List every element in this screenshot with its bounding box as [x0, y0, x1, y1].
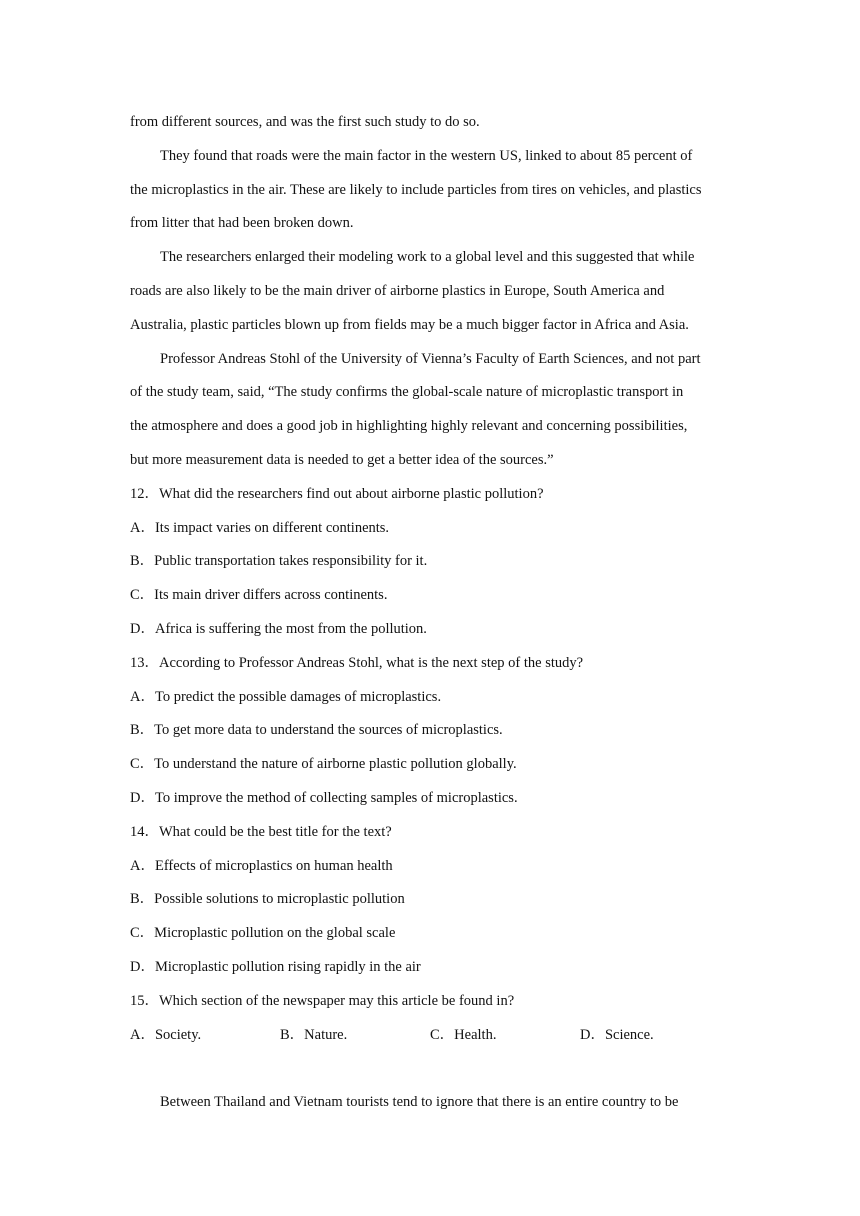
passage-line: Professor Andreas Stohl of the University of Vienna’s Faculty of Earth Sciences, and not part — [160, 350, 701, 367]
answer-option: D．To improve the method of collecting samples of microplastics. — [130, 789, 518, 806]
passage-line: from litter that had been broken down. — [130, 215, 354, 232]
next-passage-line: Between Thailand and Vietnam tourists tend to ignore that there is an entire country to be — [160, 1094, 679, 1111]
answer-option: D．Science. — [580, 1026, 654, 1043]
question-13 — [130, 647, 730, 816]
question-12 — [130, 478, 730, 647]
question-stem: 13．According to Professor Andreas Stohl, what is the next step of the study? — [130, 654, 584, 671]
passage-line: Australia, plastic particles blown up from fields may be a much bigger factor in Africa and Asia. — [130, 316, 689, 333]
passage — [130, 106, 730, 478]
passage-line: The researchers enlarged their modeling work to a global level and this suggested that while — [160, 249, 695, 266]
answer-option: B．To get more data to understand the sources of microplastics. — [130, 722, 503, 739]
passage-line: but more measurement data is needed to get a better idea of the sources.” — [130, 451, 554, 468]
answer-option: C．Microplastic pollution on the global scale — [130, 925, 396, 942]
answer-option: D．Microplastic pollution rising rapidly in the air — [130, 958, 421, 975]
passage-line: the microplastics in the air. These are likely to include particles from tires on vehicles, and plastics — [130, 181, 702, 198]
answer-option: B．Nature. — [280, 1026, 348, 1043]
passage-line: They found that roads were the main factor in the western US, linked to about 85 percent of — [160, 147, 693, 164]
passage-line: the atmosphere and does a good job in highlighting highly relevant and concerning possibilities, — [130, 418, 688, 435]
inline-options — [130, 1019, 730, 1053]
question-stem: 15．Which section of the newspaper may this article be found in? — [130, 992, 515, 1009]
answer-option: A．Its impact varies on different continents. — [130, 519, 390, 536]
section-gap — [130, 1052, 730, 1086]
question-stem: 12．What did the researchers find out about airborne plastic pollution? — [130, 485, 544, 502]
answer-option: C．Health. — [430, 1026, 497, 1043]
answer-option: A．Effects of microplastics on human health — [130, 857, 393, 874]
passage-line: from different sources, and was the first such study to do so. — [130, 114, 480, 130]
question-stem: 14．What could be the best title for the text? — [130, 823, 392, 840]
answer-option: C．Its main driver differs across continents. — [130, 587, 388, 604]
answer-option: A．To predict the possible damages of microplastics. — [130, 688, 442, 705]
answer-option: A．Society. — [130, 1026, 202, 1043]
passage-line: of the study team, said, “The study confirms the global-scale nature of microplastic transport in — [130, 384, 684, 401]
question-14 — [130, 816, 730, 985]
answer-option: B．Public transportation takes responsibility for it. — [130, 553, 428, 570]
answer-option: D．Africa is suffering the most from the pollution. — [130, 620, 427, 637]
answer-option: B．Possible solutions to microplastic pollution — [130, 891, 405, 908]
passage-line: roads are also likely to be the main driver of airborne plastics in Europe, South America and — [130, 282, 665, 299]
document-page — [130, 106, 730, 1120]
question-15 — [130, 985, 730, 1053]
answer-option: C．To understand the nature of airborne plastic pollution globally. — [130, 756, 517, 773]
